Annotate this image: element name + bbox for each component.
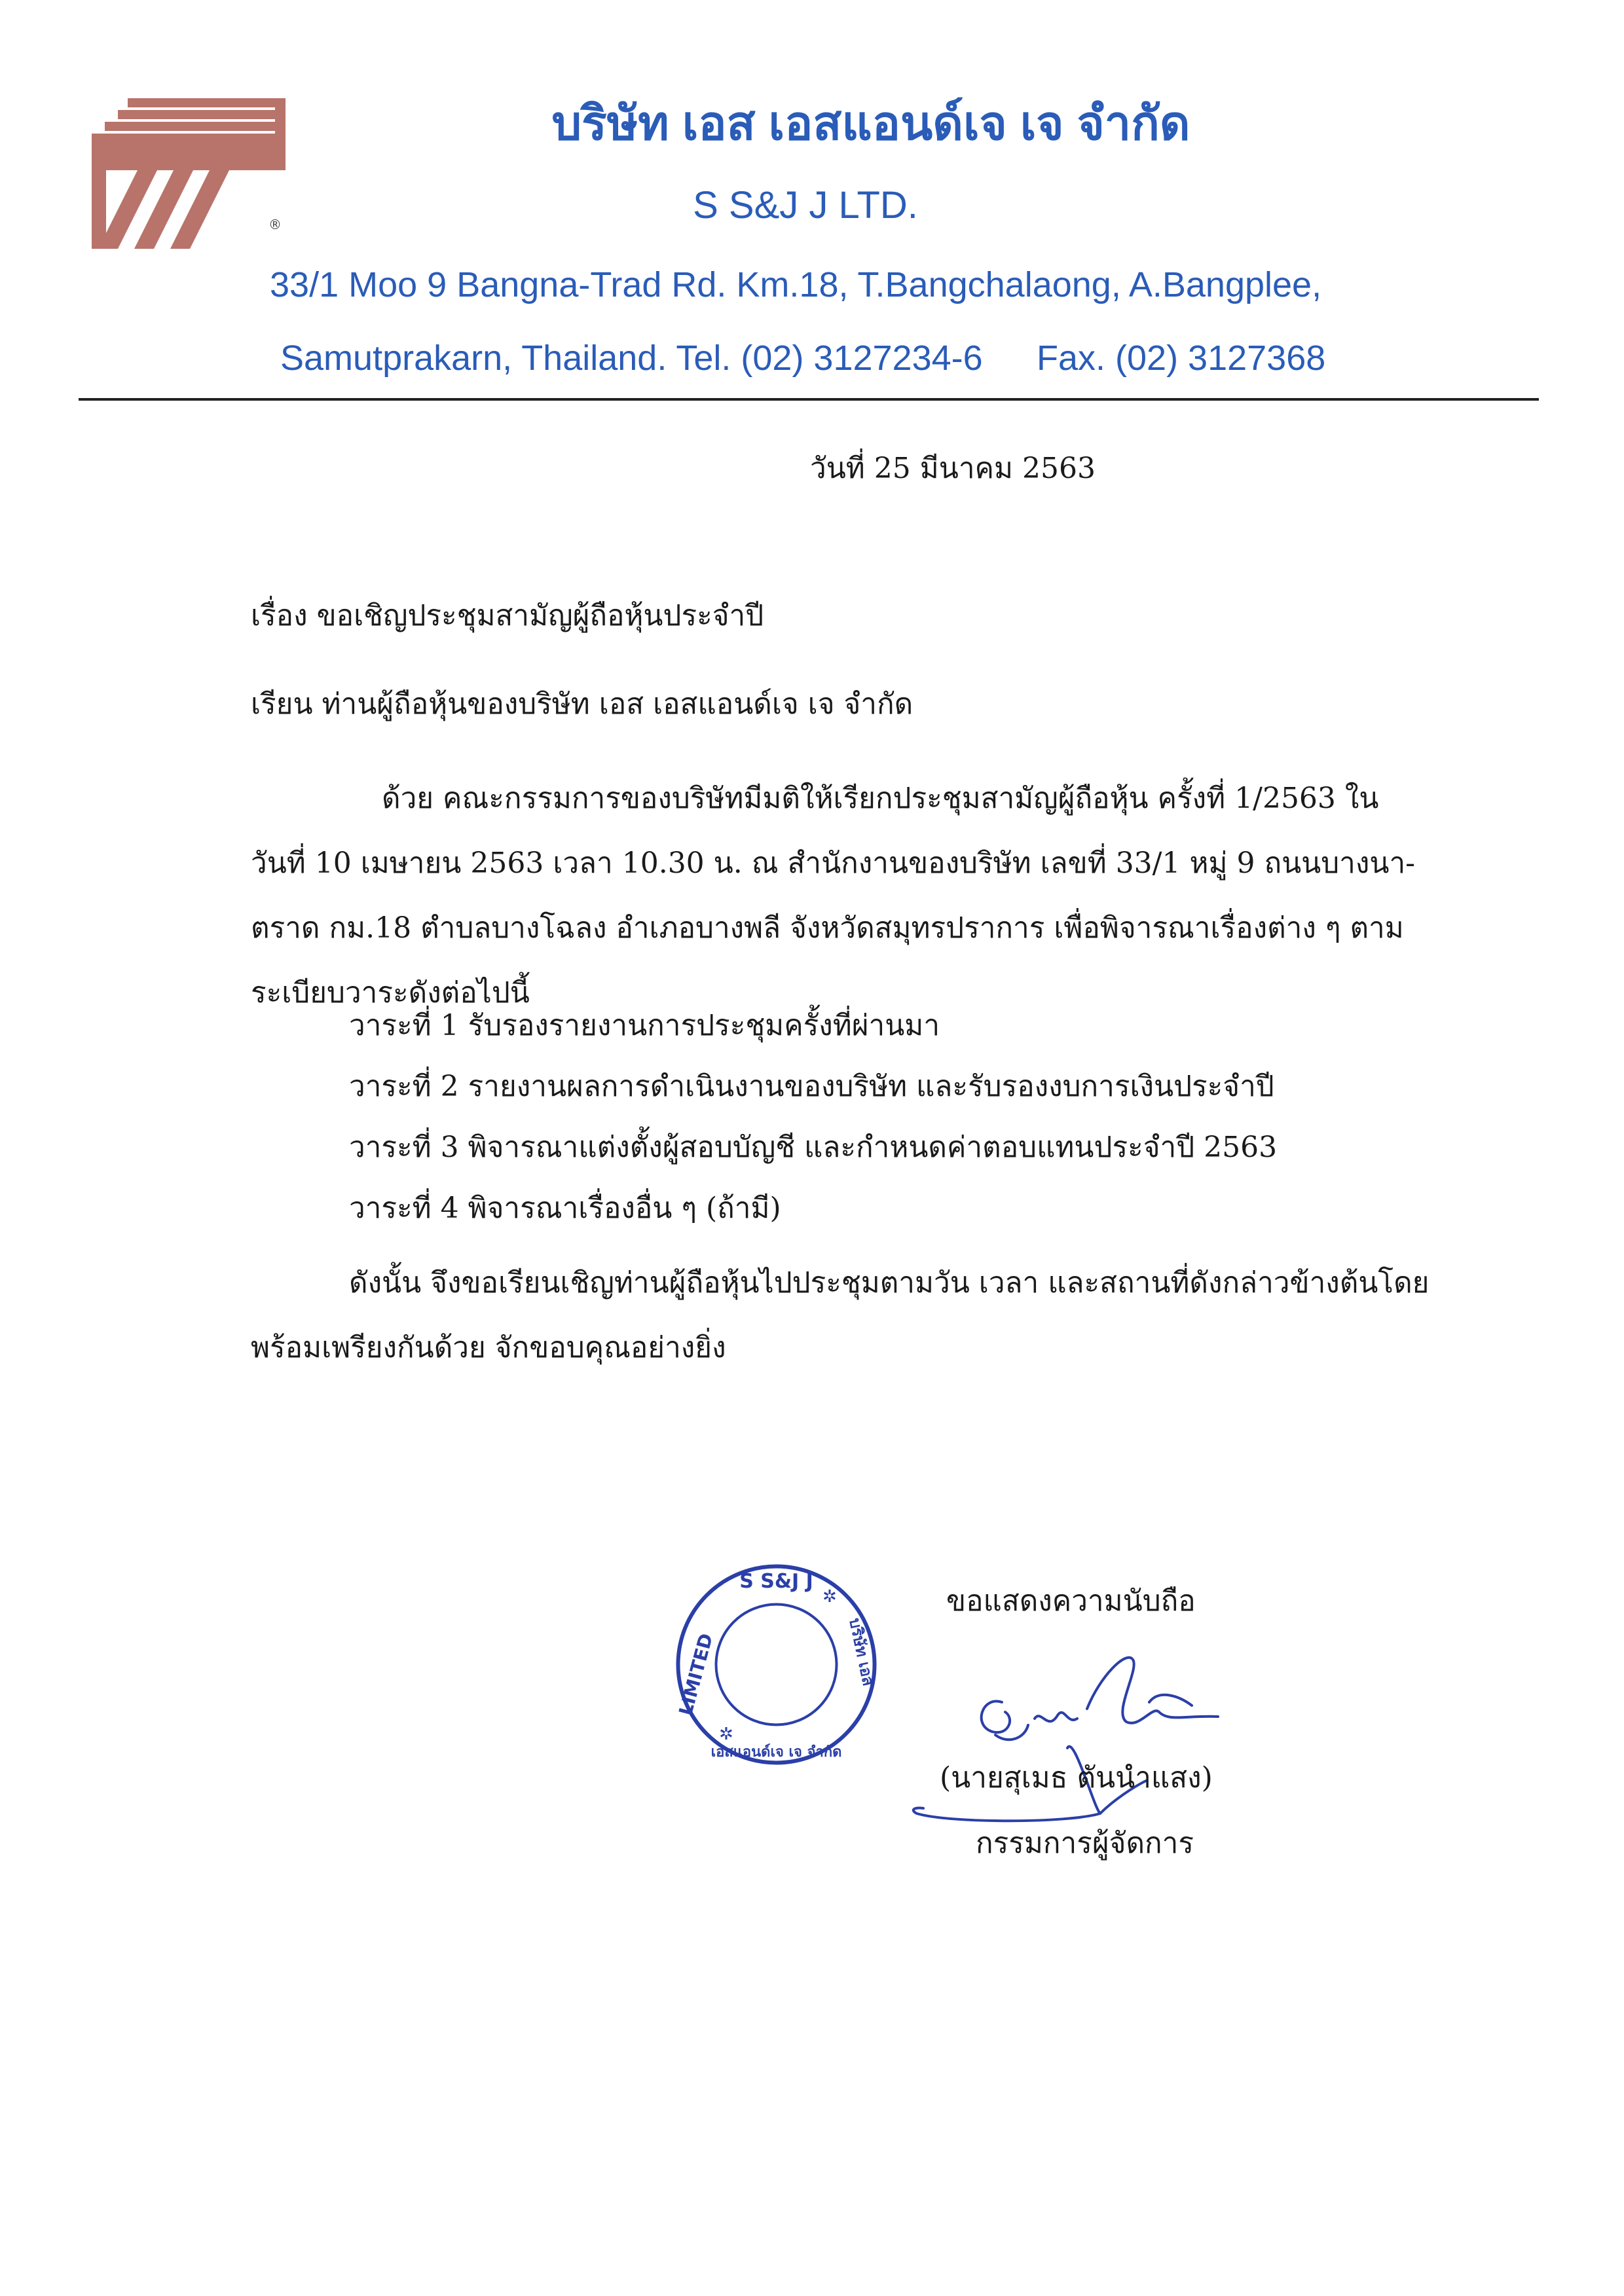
sign-off: ขอแสดงความนับถือ	[946, 1584, 1196, 1618]
fax-number: Fax. (02) 3127368	[1037, 338, 1326, 378]
signer-name: (นายสุเมธ ตันนำแสง)	[940, 1761, 1213, 1795]
agenda-item: วาระที่ 1 รับรองรายงานการประชุมครั้งที่ผ่านมา	[349, 1009, 940, 1042]
stamp-inner-ring	[716, 1605, 837, 1725]
logo-bar	[92, 134, 275, 170]
signer-title: กรรมการผู้จัดการ	[976, 1827, 1194, 1860]
logo-stripe	[118, 110, 285, 119]
paragraph-line: ด้วย คณะกรรมการของบริษัทมีมติให้เรียกประชุมสามัญผู้ถือหุ้น ครั้งที่ 1/2563 ใน	[382, 782, 1379, 815]
paragraph-line: ระเบียบวาระดังต่อไปนี้	[251, 976, 530, 1010]
stamp-text-left: LIMITED	[674, 1631, 718, 1718]
address-line-2: Samutprakarn, Thailand. Tel. (02) 3127234-6	[280, 338, 983, 378]
letter-salutation: เรียน ท่านผู้ถือหุ้นของบริษัท เอส เอสแอนด์เจ เจ จำกัด	[251, 687, 913, 721]
signature-scribble	[851, 1597, 1270, 1846]
company-name-english: S S&J J LTD.	[693, 184, 918, 227]
body-paragraph	[251, 766, 1416, 1025]
letter-date: วันที่ 25 มีนาคม 2563	[810, 452, 1096, 485]
closing-line: ดังนั้น จึงขอเรียนเชิญท่านผู้ถือหุ้นไปประชุมตามวัน เวลา และสถานที่ดังกล่าวข้างต้นโดย	[349, 1266, 1430, 1300]
company-name-thai: บริษัท เอส เอสแอนด์เจ เจ จำกัด	[551, 98, 1190, 150]
letter-subject: เรื่อง ขอเชิญประชุมสามัญผู้ถือหุ้นประจำปี	[251, 599, 764, 632]
header-divider	[79, 398, 1539, 401]
logo-stripe	[105, 122, 285, 131]
closing-paragraph	[251, 1250, 1430, 1380]
agenda-item: วาระที่ 3 พิจารณาแต่งตั้งผู้สอบบัญชี และกำหนดค่าตอบแทนประจำปี 2563	[349, 1131, 1278, 1164]
logo-edge	[275, 98, 286, 170]
registered-mark: ®	[268, 217, 282, 232]
agenda-list	[349, 995, 1277, 1239]
closing-line: พร้อมเพรียงกันด้วย จักขอบคุณอย่างยิ่ง	[251, 1331, 726, 1364]
agenda-item: วาระที่ 2 รายงานผลการดำเนินงานของบริษัท และรับรองงบการเงินประจำปี	[349, 1070, 1274, 1103]
company-logo	[92, 98, 308, 249]
address-line-1: 33/1 Moo 9 Bangna-Trad Rd. Km.18, T.Bangchalaong, A.Bangplee,	[270, 265, 1322, 304]
paragraph-line: ตราด กม.18 ตำบลบางโฉลง อำเภอบางพลี จังหวัดสมุทรปราการ เพื่อพิจารณาเรื่องต่าง ๆ ตาม	[251, 911, 1404, 945]
agenda-item: วาระที่ 4 พิจารณาเรื่องอื่น ๆ (ถ้ามี)	[349, 1192, 781, 1225]
company-stamp	[673, 1561, 879, 1768]
stamp-star-icon: ✲	[719, 1724, 733, 1744]
stamp-text-right: บริษัท เอส	[845, 1616, 878, 1688]
logo-stripe	[128, 98, 285, 107]
stamp-text-top: S S&J J	[739, 1570, 813, 1593]
stamp-star-icon: ✲	[822, 1587, 837, 1607]
stamp-text-bottom: เอสแอนด์เจ เจ จำกัด	[710, 1744, 842, 1760]
logo-column	[92, 134, 106, 249]
paragraph-line: วันที่ 10 เมษายน 2563 เวลา 10.30 น. ณ สำนักงานของบริษัท เลขที่ 33/1 หมู่ 9 ถนนบางนา-	[251, 847, 1416, 880]
